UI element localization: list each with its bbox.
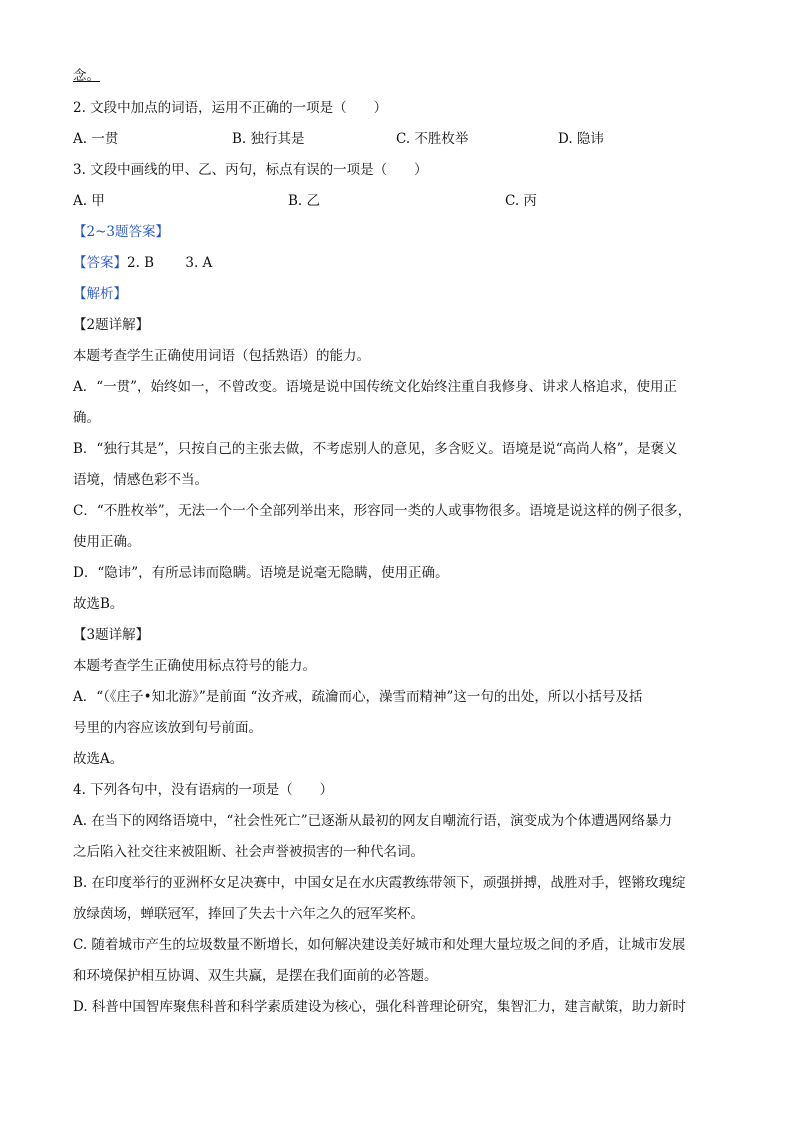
q3-detail-heading: 【3题详解】 — [73, 627, 150, 643]
text-line: 和环境保护相互协调、双生共赢，是摆在我们面前的必答题。 — [73, 968, 438, 984]
answer-section-heading: 【2~3题答案】 — [73, 224, 169, 240]
q4-option-c: C. 随着城市产生的垃圾数量不断增长，如何解决建设美好城市和处理大量垃圾之间的矛盾，让城市发展 — [73, 937, 686, 953]
q3-option-c: C. 丙 — [505, 193, 537, 209]
q4-option-d: D. 科普中国智库聚焦科普和科学素质建设为核心，强化科普理论研究，集智汇力，建言献策，助力新时 — [73, 999, 686, 1015]
text-line: 故选B。 — [73, 596, 124, 612]
text-line: 念。 — [73, 68, 100, 84]
q4-option-a: A. 在当下的网络语境中，“社会性死亡”已逐渐从最初的网友自嘲流行语，演变成为个体遭遇网络暴力 — [73, 813, 673, 829]
q2-option-d: D. 隐讳 — [558, 131, 604, 147]
q4-option-b: B. 在印度举行的亚洲杯女足决赛中，中国女足在水庆霞教练带领下，顽强拼搏，战胜对手，铿锵玫瑰绽 — [73, 875, 686, 891]
text-line: 本题考查学生正确使用标点符号的能力。 — [73, 658, 316, 674]
text-line: A．“（《庄子•知北游》”是前面 “汝齐戒，疏瀹而心，澡雪而精神”这一句的出处，所以小括号及括 — [73, 689, 643, 705]
q2-option-b: B. 独行其是 — [232, 131, 305, 147]
analysis-heading: 【解析】 — [73, 286, 127, 302]
q3-option-b: B. 乙 — [288, 193, 321, 209]
text-line: D．“隐讳”，有所忌讳而隐瞒。语境是说毫无隐瞒，使用正确。 — [73, 565, 449, 581]
q3-option-a: A. 甲 — [73, 193, 105, 209]
text-line: 确。 — [73, 410, 100, 426]
question-3: 3. 文段中画线的甲、乙、丙句，标点有误的一项是（ ） — [73, 162, 428, 178]
text-line: B．“独行其是”，只按自己的主张去做，不考虑别人的意见，多含贬义。语境是说“高尚人格”，是褒义 — [73, 441, 678, 457]
question-2: 2. 文段中加点的词语，运用不正确的一项是（ ） — [73, 100, 388, 116]
text-line: A．“一贯”，始终如一，不曾改变。语境是说中国传统文化始终注重自我修身、讲求人格追求，使用正 — [73, 379, 678, 395]
answer-line — [73, 253, 723, 273]
text-line: 故选A。 — [73, 751, 124, 767]
text-line: 本题考查学生正确使用词语（包括熟语）的能力。 — [73, 348, 370, 364]
answer-tag: 【答案】 — [73, 255, 127, 271]
answer-values: 2. B 3. A — [127, 255, 213, 271]
text-line: 放绿茵场，蝉联冠军，捧回了失去十六年之久的冠军奖杯。 — [73, 906, 424, 922]
question-4: 4. 下列各句中，没有语病的一项是（ ） — [73, 782, 334, 798]
q2-option-a: A. 一贯 — [73, 131, 119, 147]
text-line: 使用正确。 — [73, 534, 141, 550]
text-line: 之后陷入社交往来被阻断、社会声誉被损害的一种代名词。 — [73, 844, 424, 860]
text-line: 语境，情感色彩不当。 — [73, 472, 208, 488]
q2-option-c: C. 不胜枚举 — [396, 131, 469, 147]
text-line: 号里的内容应该放到句号前面。 — [73, 720, 262, 736]
text-line: C．“不胜枚举”，无法一个一个全部列举出来，形容同一类的人或事物很多。语境是说这样的例子很多， — [73, 503, 692, 519]
q2-detail-heading: 【2题详解】 — [73, 317, 150, 333]
